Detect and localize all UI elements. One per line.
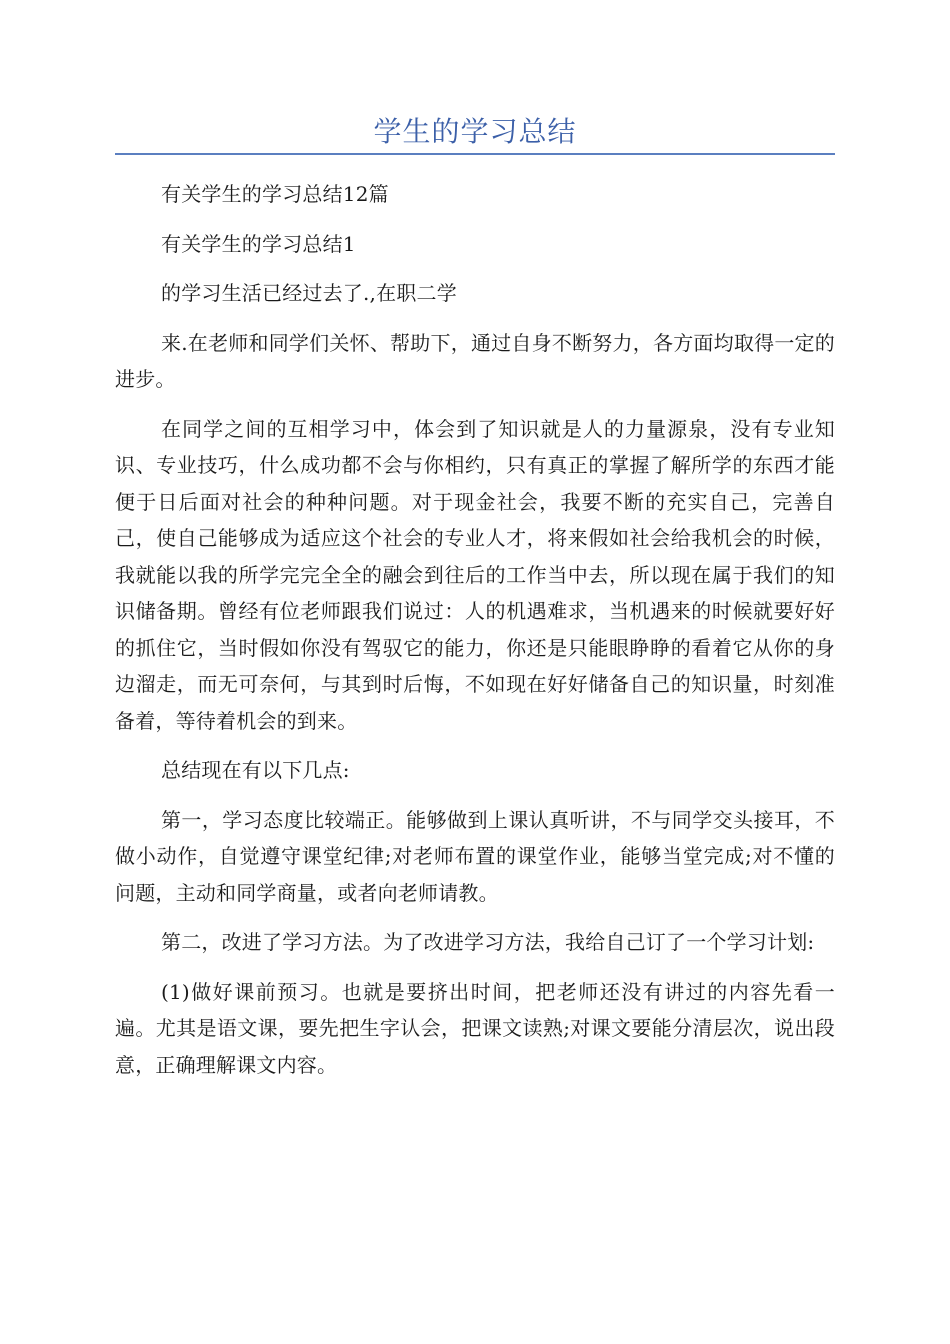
- paragraph: 的学习生活已经过去了.,在职二学: [161, 281, 457, 305]
- document-body: [115, 176, 835, 1096]
- paragraph: 在同学之间的互相学习中，体会到了知识就是人的力量源泉，没有专业知识、专业技巧，什么成功都不会与你相约，只有真正的掌握了解所学的东西才能便于日后面对社会的种种问题。对于现金社会，我要不断的充实自己，完善自己，使自己能够成为适应这个社会的专业人才，将来假如社会给我机会的时候，我就能以我的所学完完全全的融会到往后的工作当中去，所以现在属于我们的知识储备期。曾经有位老师跟我们说过：人的机遇难求，当机遇来的时候就要好好的抓住它，当时假如你没有驾驭它的能力，你还是只能眼睁睁的看着它从你的身边溜走，而无可奈何，与其到时后悔，不如现在好好储备自己的知识量，时刻准备着，等待着机会的到来。: [115, 416, 835, 733]
- paragraph: 来.在老师和同学们关怀、帮助下，通过自身不断努力，各方面均取得一定的进步。: [115, 330, 835, 391]
- paragraph-series-heading: 有关学生的学习总结12篇: [161, 182, 389, 206]
- paragraph: 第二，改进了学习方法。为了改进学习方法，我给自己订了一个学习计划:: [161, 930, 815, 954]
- paragraph-section-heading: 有关学生的学习总结1: [161, 231, 356, 256]
- title-underline: [115, 153, 835, 155]
- paragraph: (1)做好课前预习。也就是要挤出时间，把老师还没有讲过的内容先看一遍。尤其是语文课，要先把生字认会，把课文读熟;对课文要能分清层次，说出段意，正确理解课文内容。: [115, 979, 835, 1077]
- paragraph: 总结现在有以下几点:: [161, 758, 350, 782]
- document-title: 学生的学习总结: [373, 115, 577, 148]
- paragraph: 第一，学习态度比较端正。能够做到上课认真听讲，不与同学交头接耳，不做小动作，自觉遵守课堂纪律;对老师布置的课堂作业，能够当堂完成;对不懂的问题，主动和同学商量，或者向老师请教。: [115, 807, 835, 905]
